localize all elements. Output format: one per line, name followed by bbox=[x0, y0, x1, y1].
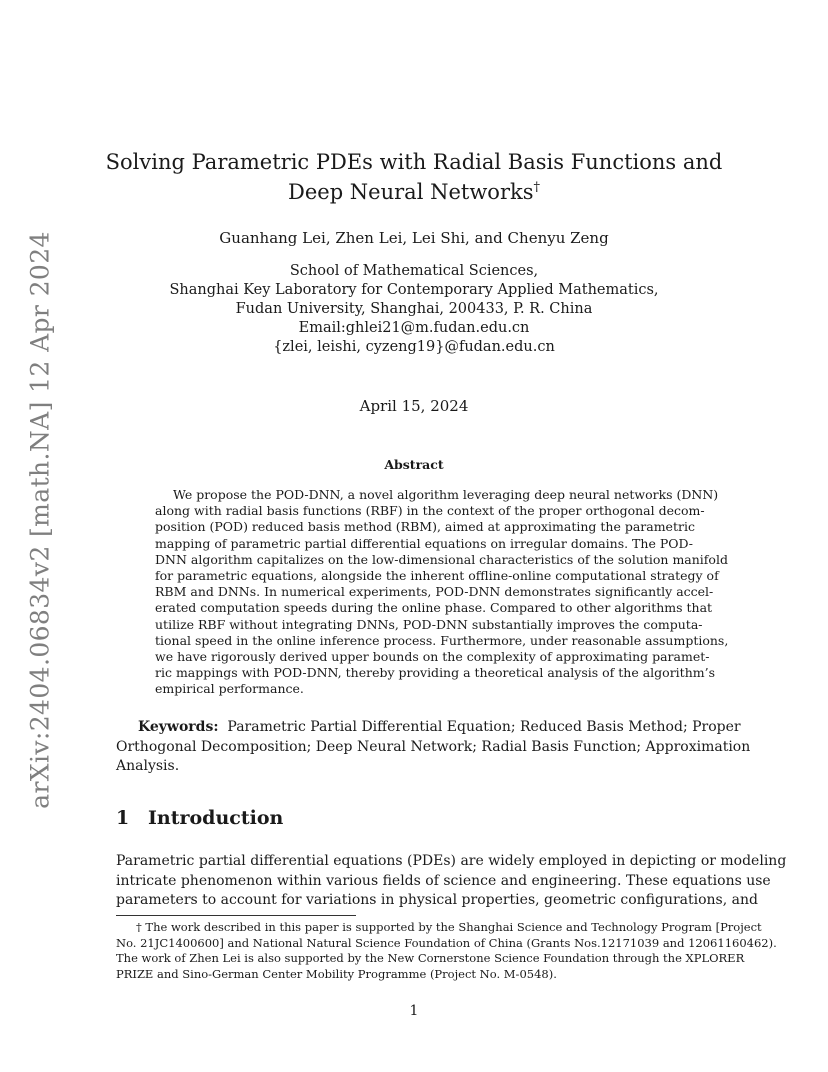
abstract-line: ric mappings with POD-DNN, thereby providing a theoretical analysis of the algorithm’s bbox=[155, 665, 715, 681]
keywords-text: Parametric Partial Differential Equation; Reduced Basis Method; Proper bbox=[227, 719, 741, 735]
abstract-line: we have rigorously derived upper bounds on the complexity of approximating paramet- bbox=[155, 648, 710, 664]
abstract-line: along with radial basis functions (RBF) in the context of the proper orthogonal decom- bbox=[155, 503, 705, 519]
email-line: {zlei, leishi, cyzeng19}@fudan.edu.cn bbox=[273, 339, 555, 355]
abstract-body bbox=[155, 487, 729, 697]
abstract-line: We propose the POD-DNN, a novel algorithm leveraging deep neural networks (DNN) bbox=[173, 487, 719, 502]
section-heading bbox=[116, 807, 283, 829]
abstract-line: mapping of parametric partial differential equations on irregular domains. The POD- bbox=[155, 535, 693, 551]
abstract-line: erated computation speeds during the online phase. Compared to other algorithms that bbox=[155, 600, 713, 616]
abstract-heading: Abstract bbox=[384, 457, 444, 472]
affiliation-line: Fudan University, Shanghai, 200433, P. R. China bbox=[235, 301, 593, 317]
paper-title bbox=[0, 147, 828, 207]
title-line-1: Solving Parametric PDEs with Radial Basis Functions and bbox=[105, 150, 723, 174]
title-line-2 bbox=[0, 177, 828, 207]
arxiv-identifier: arXiv:2404.06834v2 [math.NA] 12 Apr 2024 bbox=[25, 231, 55, 809]
affiliation-line: Shanghai Key Laboratory for Contemporary Applied Mathematics, bbox=[169, 282, 659, 298]
affiliation-line: School of Mathematical Sciences, bbox=[289, 263, 539, 279]
intro-line: parameters to account for variations in physical properties, geometric configurations, and bbox=[116, 892, 758, 908]
footnote-line: † The work described in this paper is supported by the Shanghai Science and Technology Program [Project bbox=[136, 920, 762, 934]
section-title: Introduction bbox=[148, 807, 284, 829]
abstract-line: utilize RBF without integrating DNNs, POD-DNN substantially improves the computa- bbox=[155, 616, 703, 632]
footnote-line: The work of Zhen Lei is also supported by the New Cornerstone Science Foundation through the XPLORER bbox=[116, 951, 745, 965]
keywords-line bbox=[116, 718, 741, 738]
footnote-line: No. 21JC1400600] and National Natural Science Foundation of China (Grants Nos.12171039 and 12061160462). bbox=[116, 935, 777, 950]
footnote bbox=[116, 920, 777, 982]
abstract-line: position (POD) reduced basis method (RBM), aimed at approximating the parametric bbox=[155, 519, 695, 535]
footnote-line: PRIZE and Sino-German Center Mobility Programme (Project No. M-0548). bbox=[116, 966, 557, 981]
keywords-line: Orthogonal Decomposition; Deep Neural Network; Radial Basis Function; Approximation bbox=[116, 738, 751, 755]
abstract-line: for parametric equations, alongside the inherent offline-online computational strategy of bbox=[155, 567, 719, 583]
intro-paragraph bbox=[116, 852, 787, 911]
author-list: Guanhang Lei, Zhen Lei, Lei Shi, and Chenyu Zeng bbox=[219, 229, 609, 247]
abstract-line: DNN algorithm capitalizes on the low-dimensional characteristics of the solution manifold bbox=[155, 551, 728, 567]
keywords-label: Keywords: bbox=[138, 719, 219, 735]
title-footnote-mark: † bbox=[533, 180, 540, 195]
keywords-block bbox=[116, 718, 751, 777]
abstract-line: tional speed in the online inference process. Furthermore, under reasonable assumptions, bbox=[155, 632, 729, 648]
section-number: 1 bbox=[116, 807, 130, 829]
footnote-rule bbox=[116, 915, 356, 916]
intro-line: Parametric partial differential equations (PDEs) are widely employed in depicting or modeling bbox=[116, 853, 787, 869]
abstract-line: empirical performance. bbox=[155, 681, 304, 697]
email-line: Email:ghlei21@m.fudan.edu.cn bbox=[298, 320, 530, 336]
affiliation-block bbox=[0, 262, 828, 357]
title-line-2-text: Deep Neural Networks bbox=[288, 180, 534, 204]
keywords-line: Analysis. bbox=[116, 758, 180, 774]
abstract-line: RBM and DNNs. In numerical experiments, POD-DNN demonstrates significantly accel- bbox=[155, 584, 714, 600]
page-number: 1 bbox=[409, 1003, 419, 1019]
intro-line: intricate phenomenon within various fields of science and engineering. These equations use bbox=[116, 872, 771, 889]
paper-date: April 15, 2024 bbox=[359, 397, 469, 415]
